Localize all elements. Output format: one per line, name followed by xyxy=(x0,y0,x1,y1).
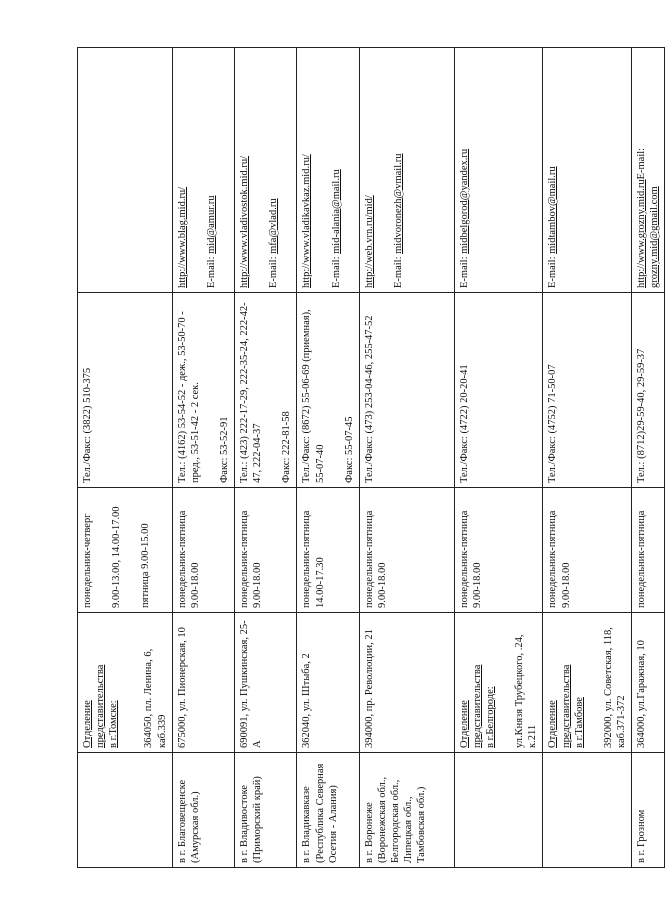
street-address: 675000, ул. Пионерская, 10 xyxy=(176,627,188,748)
street-address: 394000, пр. Революции, 21 xyxy=(363,629,375,748)
cell-phones xyxy=(454,293,543,488)
phone-line: Тел.: (4162) 53-54-52 - деж., 53-50-70 - пред., 53-51-42 - 2 сек. xyxy=(176,311,201,483)
email-prefix: E-mail: xyxy=(547,253,559,288)
cell-hours xyxy=(543,488,632,613)
cell-phones xyxy=(632,293,665,488)
hours-line: 9.00-18.00 xyxy=(376,562,388,608)
table-row xyxy=(297,48,359,868)
email-line xyxy=(268,198,279,288)
website-link[interactable]: http://www.vladikavkaz.mid.ru/ xyxy=(301,154,313,288)
cell-city: в г. Владикавказе (Республика Северная Осетия - Алания) xyxy=(297,753,359,868)
email-line xyxy=(459,149,470,288)
email-link[interactable]: midtambov@mail.ru xyxy=(547,166,559,254)
hours-line: понедельник-пятница xyxy=(239,510,250,608)
cell-address xyxy=(543,613,632,753)
cell-hours xyxy=(78,488,173,613)
hours-line: 9.00-18.00 xyxy=(471,562,483,608)
cell-web-email xyxy=(454,48,543,293)
cell-phones xyxy=(297,293,359,488)
hours-line: пятница 9.00-15.00 xyxy=(140,523,152,608)
spacer xyxy=(189,52,205,288)
hours-line: понедельник-пятница xyxy=(636,510,647,608)
table-row xyxy=(172,48,234,868)
cell-address xyxy=(297,613,359,753)
email-link[interactable]: mid@amur.ru xyxy=(205,195,217,254)
cell-web-email xyxy=(297,48,359,293)
spacer xyxy=(202,297,218,483)
cell-hours xyxy=(454,488,543,613)
email-link[interactable]: midvoronezh@vmail.ru xyxy=(392,153,404,254)
table-rotor xyxy=(77,48,661,868)
phone-line: Тел.: (423) 222-17-29, 222-35-24, 222-42-47, 222-04-37 xyxy=(239,302,264,483)
email-prefix: E-mail: xyxy=(636,147,647,180)
email-line xyxy=(331,169,342,288)
email-prefix: E-mail: xyxy=(268,253,280,288)
email-link[interactable]: midbelgorod@yandex.ru xyxy=(458,148,470,254)
table-body xyxy=(78,48,665,868)
website-link[interactable]: http://web.vrn.ru/mid/ xyxy=(363,195,375,288)
cell-address xyxy=(632,613,665,753)
office-city-link[interactable]: в г.Тамбове xyxy=(573,697,585,748)
spacer xyxy=(586,617,602,748)
email-prefix: E-mail: xyxy=(392,253,404,288)
spacer xyxy=(94,492,110,608)
spacer xyxy=(376,52,392,288)
spacer xyxy=(314,52,330,288)
hours-line: 14.00-17.30 xyxy=(314,557,326,608)
spacer xyxy=(251,52,267,288)
spacer xyxy=(497,617,513,748)
hours-line: понедельник-пятница xyxy=(458,510,470,608)
representations-table xyxy=(77,47,665,868)
website-link[interactable]: http://www.blag.mid.ru/ xyxy=(176,186,188,288)
phone-line: Тел./Факс: (4722) 20-20-41 xyxy=(458,364,470,483)
spacer xyxy=(264,297,280,483)
table-row xyxy=(359,48,454,868)
street-address: ул.Князя Трубецкого, .24, к.211 xyxy=(514,634,539,748)
hours-line: понедельник-четверг xyxy=(82,513,93,608)
email-prefix: E-mail: xyxy=(458,253,470,288)
cell-city: в г. Воронеже (Воронежская обл., Белгородская обл., Липецкая обл., Тамбовская обл.) xyxy=(359,753,454,868)
cell-hours xyxy=(359,488,454,613)
office-title: Отделение представительства xyxy=(82,664,107,748)
cell-hours xyxy=(172,488,234,613)
cell-city xyxy=(454,753,543,868)
spacer xyxy=(123,492,139,608)
email-link[interactable]: grozny.mid@gmail.com xyxy=(649,186,661,288)
cell-address xyxy=(235,613,297,753)
table-row xyxy=(543,48,632,868)
cell-web-email xyxy=(632,48,665,293)
phone-line: Тел./Факс: (8672) 55-06-69 (приемная), 55-07-40 xyxy=(301,309,326,483)
cell-hours xyxy=(235,488,297,613)
phone-line: Факс: 55-07-45 xyxy=(343,416,355,483)
cell-city: в г. Благовещенске (Амурская обл.) xyxy=(172,753,234,868)
website-link[interactable]: http://www.grozny.mid.ru xyxy=(636,179,647,288)
email-prefix: E-mail: xyxy=(330,253,342,288)
hours-line: понедельник-пятница xyxy=(301,510,313,608)
phone-line: Тел.: (8712)29-59-40, 29-59-37 xyxy=(636,348,647,483)
email-line xyxy=(393,154,404,288)
website-link[interactable]: http://www.vladivostok.mid.ru/ xyxy=(239,155,250,288)
spacer xyxy=(327,297,343,483)
email-line xyxy=(206,196,217,289)
table-row xyxy=(235,48,297,868)
email-line xyxy=(547,166,558,288)
email-prefix: E-mail: xyxy=(205,253,217,288)
street-address: 362040, ул. Штыба, 2 xyxy=(301,653,313,748)
email-link[interactable]: mfa@vlad.ru xyxy=(268,198,280,254)
cell-address xyxy=(78,613,173,753)
spacer xyxy=(120,617,142,748)
street-address: 364000, ул.Гаражная, 10 xyxy=(636,640,647,748)
cell-web-email xyxy=(172,48,234,293)
phone-line: Факс: 222-81-58 xyxy=(281,411,293,483)
hours-line: 9.00-18.00 xyxy=(189,562,201,608)
cell-web-email xyxy=(543,48,632,293)
cell-phones xyxy=(235,293,297,488)
hours-line: 9.00-18.00 xyxy=(252,562,264,608)
cell-hours xyxy=(632,488,665,613)
office-city-link[interactable]: в г.Томске: xyxy=(108,700,120,748)
office-title: Отделение представительства xyxy=(458,664,483,748)
hours-line: понедельник-пятница xyxy=(176,510,188,608)
cell-web-email xyxy=(235,48,297,293)
cell-phones xyxy=(359,293,454,488)
street-address: 392000, ул. Советская, 118, каб.371-372 xyxy=(602,627,627,748)
phone-line: Тел./Факс: (4752) 71-50-07 xyxy=(547,364,559,483)
cell-city xyxy=(543,753,632,868)
cell-address xyxy=(359,613,454,753)
phone-line: Тел./Факс: (3822) 510-375 xyxy=(82,367,93,483)
street-address: 364050, пл. Ленина, 6, каб.339 xyxy=(143,648,168,748)
cell-city xyxy=(78,753,173,868)
cell-hours xyxy=(297,488,359,613)
hours-line: понедельник-пятница xyxy=(363,510,375,608)
cell-city: в г. Владивостоке (Приморский край) xyxy=(235,753,297,868)
table-row xyxy=(78,48,173,868)
cell-phones xyxy=(78,293,173,488)
table-row xyxy=(632,48,665,868)
cell-address xyxy=(454,613,543,753)
cell-address xyxy=(172,613,234,753)
office-city-link[interactable]: в г.Белгороде: xyxy=(485,686,496,748)
hours-line: 9.00-18.00 xyxy=(560,562,572,608)
email-link[interactable]: mid-alania@mail.ru xyxy=(330,169,342,254)
cell-web-email xyxy=(359,48,454,293)
table-row xyxy=(454,48,543,868)
cell-web-email xyxy=(78,48,173,293)
hours-line: понедельник-пятница xyxy=(547,510,559,608)
hours-line: 9.00-13.00, 14.00-17.00 xyxy=(111,506,123,608)
phone-line: Факс: 53-52-91 xyxy=(218,416,230,483)
office-title: Отделение представительства xyxy=(547,664,572,748)
cell-phones xyxy=(543,293,632,488)
cell-city: в г. Грозном xyxy=(632,753,665,868)
phone-line: Тел./Факс: (473) 253-04-46, 255-47-52 xyxy=(363,315,375,483)
rotated-table-wrapper xyxy=(77,48,661,868)
cell-phones xyxy=(172,293,234,488)
street-address: 690091, ул. Пушкинская, 25-А xyxy=(239,620,264,748)
